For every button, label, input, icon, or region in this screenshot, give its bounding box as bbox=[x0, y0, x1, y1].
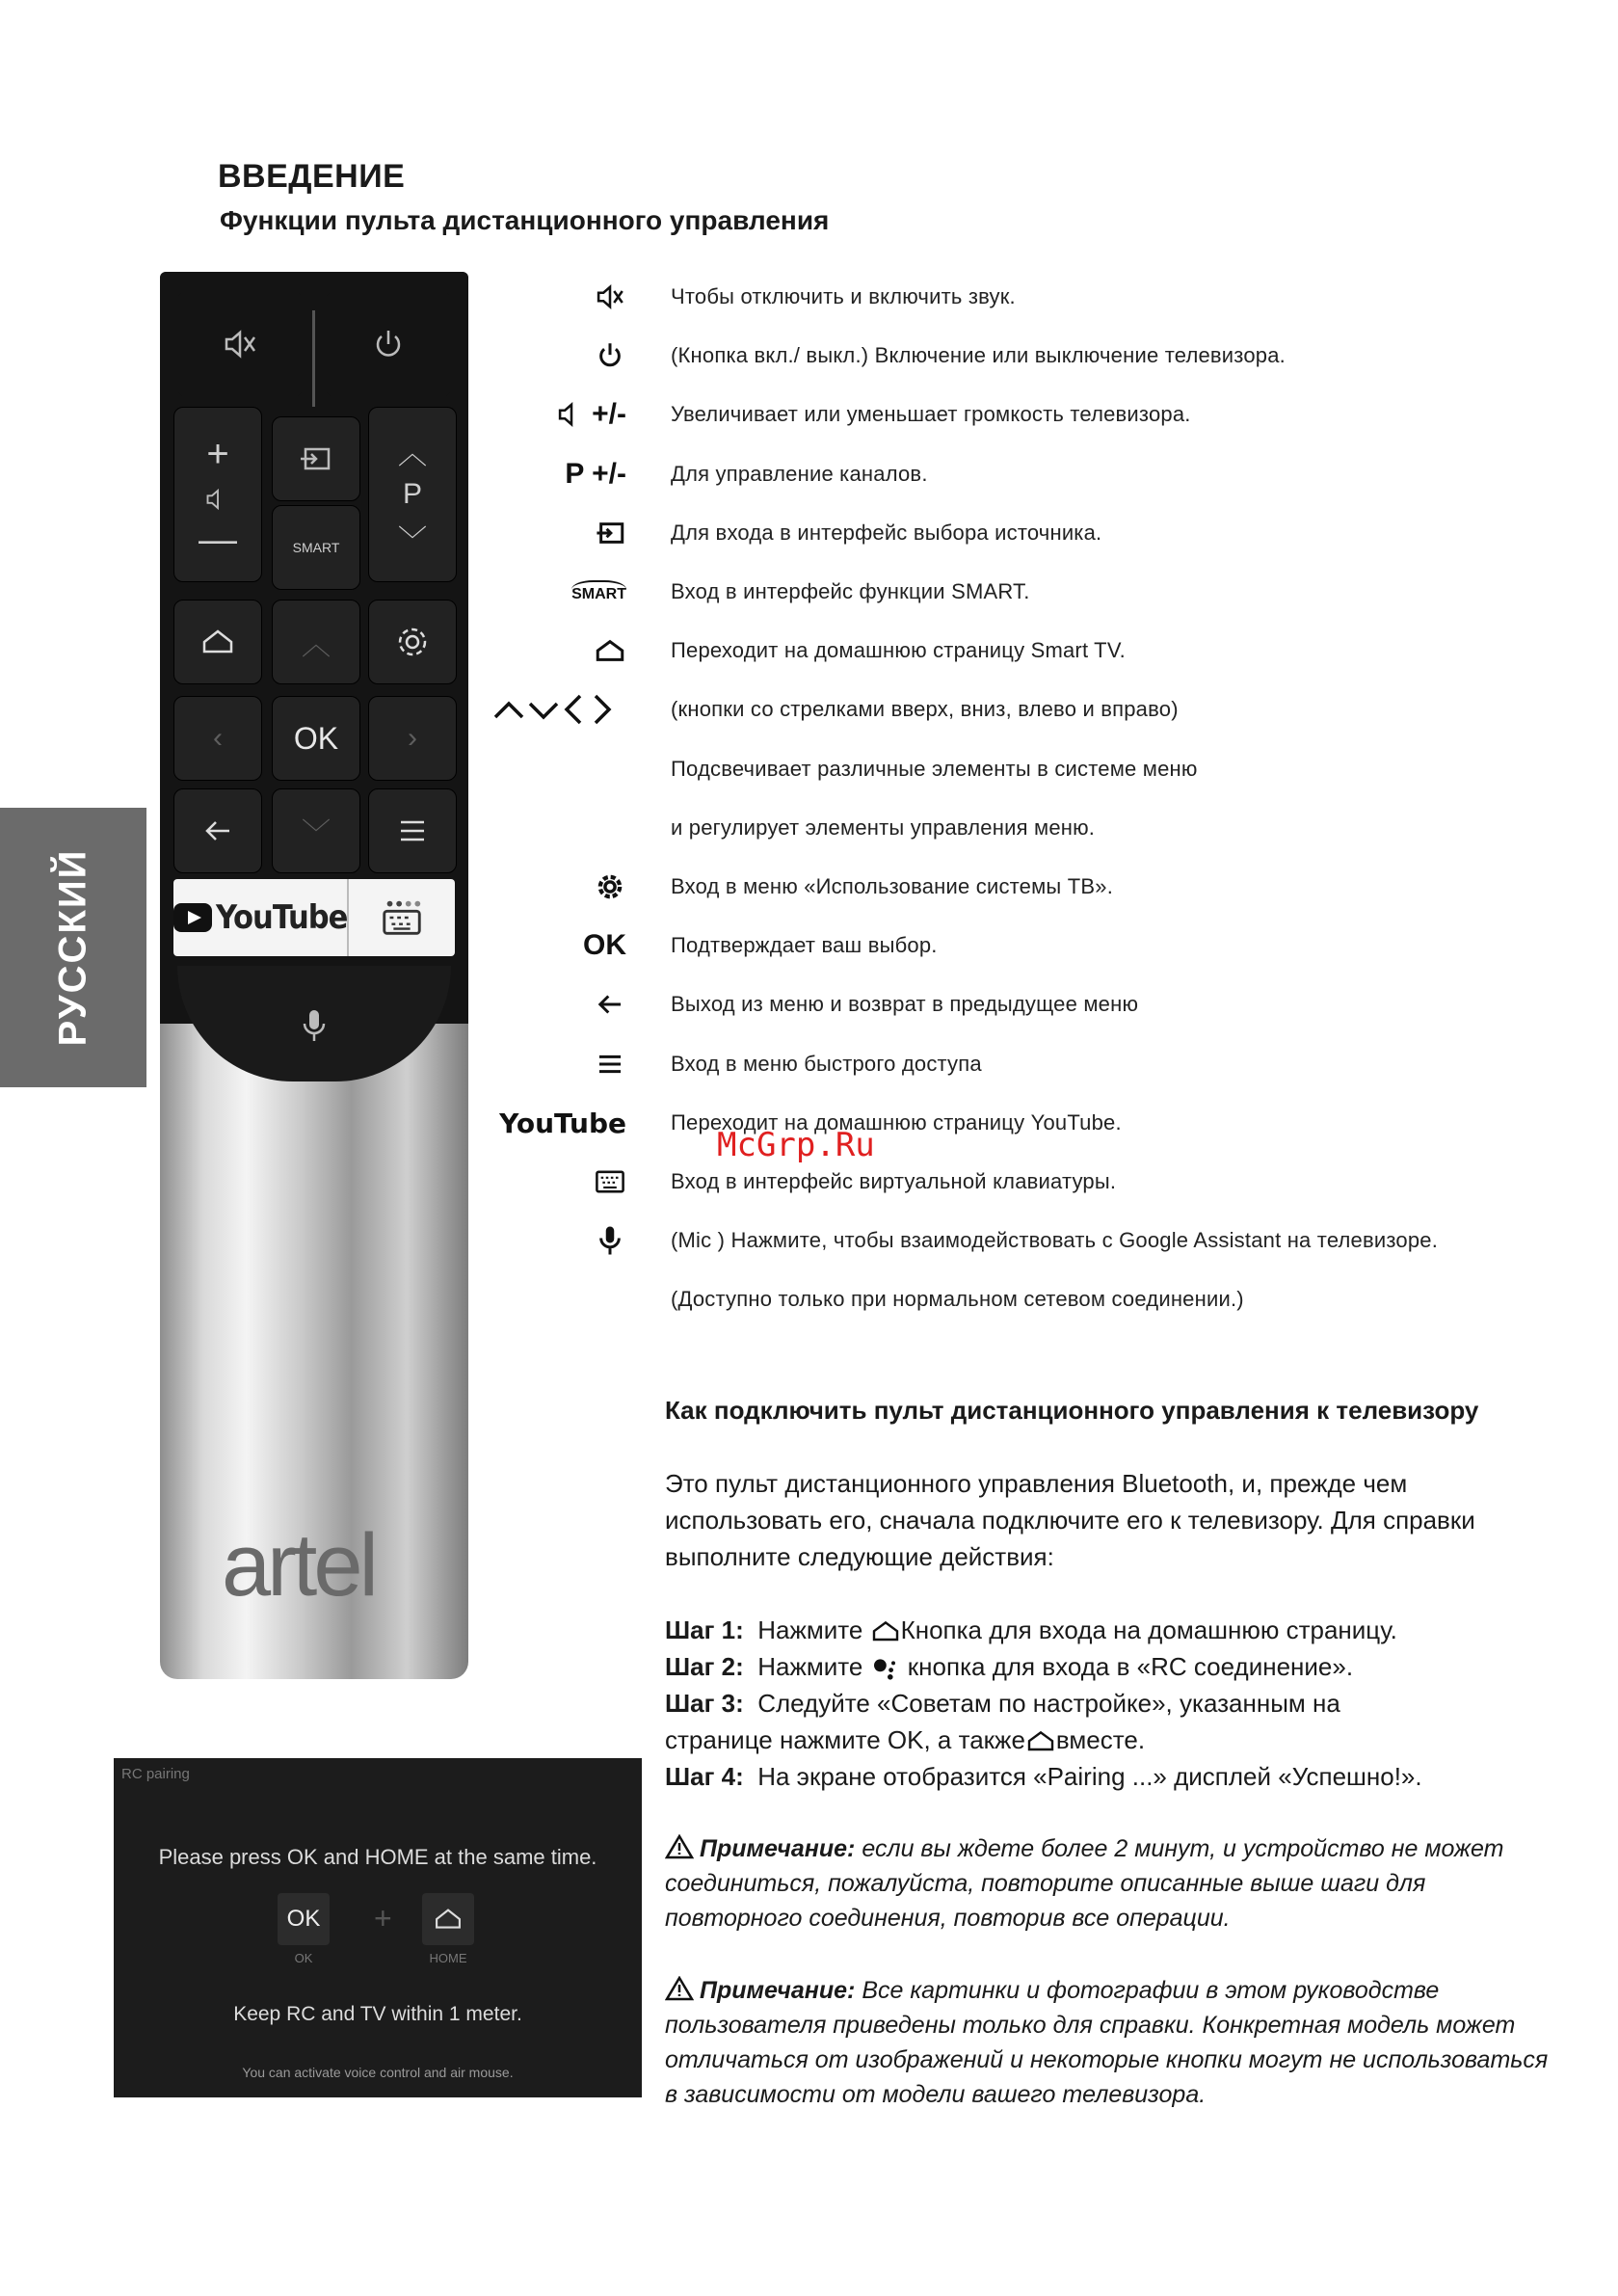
step-4 bbox=[665, 1758, 1571, 1795]
youtube-play-icon bbox=[173, 903, 212, 932]
feature-row bbox=[482, 568, 1590, 616]
chevron-up-icon: ︿ bbox=[398, 439, 427, 470]
step-1-label: Шаг 1: bbox=[665, 1615, 744, 1644]
remote-down-button: ﹀ bbox=[272, 788, 360, 873]
remote-up-button: ︿ bbox=[272, 600, 360, 684]
assistant-icon bbox=[870, 1653, 901, 1684]
mic-icon bbox=[295, 1004, 333, 1047]
menu-icon bbox=[594, 1048, 626, 1081]
feature-description: (кнопки со стрелками вверх, вниз, влево и вправо) bbox=[671, 697, 1179, 721]
feature-description: (Доступно только при нормальном сетевом соединении.) bbox=[671, 1287, 1244, 1311]
feature-description: Подтверждает ваш выбор. bbox=[671, 933, 938, 957]
feature-description: Вход в меню «Использование системы ТВ». bbox=[671, 874, 1114, 898]
remote-menu-button bbox=[368, 788, 457, 873]
remote-volume-rocker bbox=[173, 407, 262, 582]
remote-led-line bbox=[312, 310, 315, 407]
warning-icon bbox=[665, 1834, 694, 1859]
remote-right-button: › bbox=[368, 696, 457, 781]
feature-row bbox=[482, 980, 1590, 1028]
volume-plus-icon: + bbox=[206, 433, 229, 475]
power-icon bbox=[594, 339, 626, 372]
remote-ok-label: OK bbox=[293, 720, 339, 756]
language-tab bbox=[0, 808, 146, 1087]
keyboard-icon bbox=[594, 1165, 626, 1198]
step-3 bbox=[665, 1685, 1571, 1722]
pairing-footer: You can activate voice control and air mouse. bbox=[242, 2065, 514, 2080]
step-3-cont-pre: странице нажмите OK, а также bbox=[665, 1725, 1025, 1754]
feature-icon-cell bbox=[482, 921, 626, 970]
feature-icon-cell bbox=[482, 980, 626, 1028]
feature-icon-cell bbox=[482, 1040, 626, 1088]
chevron-down-icon: ﹀ bbox=[398, 525, 427, 557]
back-icon bbox=[199, 812, 237, 850]
feature-description: Переходит на домашнюю страницу Smart TV. bbox=[671, 638, 1126, 662]
remote-app-row bbox=[173, 879, 455, 956]
step-2-post: кнопка для входа в «RC соединение». bbox=[907, 1652, 1354, 1681]
feature-row bbox=[482, 1099, 1590, 1147]
home-icon bbox=[1025, 1726, 1056, 1757]
feature-row bbox=[482, 450, 1590, 498]
remote-youtube-button bbox=[173, 879, 349, 956]
pairing-home-key bbox=[422, 1893, 474, 1945]
brand-logo: artel bbox=[222, 1516, 375, 1615]
remote-power-button bbox=[326, 291, 451, 397]
note-1 bbox=[665, 1831, 1561, 1936]
remote-smart-label: SMART bbox=[292, 540, 340, 555]
warning-icon bbox=[665, 1976, 694, 2001]
gear-icon bbox=[393, 623, 432, 661]
source-icon bbox=[297, 440, 335, 478]
remote-left-button: ‹ bbox=[173, 696, 262, 781]
feature-label: OK bbox=[583, 929, 626, 961]
volume-icon bbox=[555, 398, 588, 431]
step-3-pre: Следуйте «Советам по настройке», указанным на bbox=[757, 1689, 1340, 1718]
feature-icon-cell bbox=[482, 332, 626, 380]
remote-illustration bbox=[160, 272, 468, 1679]
pairing-ok-key: OK bbox=[278, 1893, 330, 1945]
feature-row bbox=[482, 921, 1590, 970]
note-1-label: Примечание: bbox=[700, 1835, 856, 1862]
feature-description: Для входа в интерфейс выбора источника. bbox=[671, 521, 1102, 545]
volume-icon bbox=[203, 485, 232, 514]
feature-row bbox=[482, 685, 1590, 734]
feature-icon-cell bbox=[482, 627, 626, 675]
pairing-screen bbox=[114, 1758, 642, 2097]
feature-row bbox=[482, 804, 1590, 852]
watermark: McGrp.Ru bbox=[717, 1126, 875, 1164]
feature-icon-cell bbox=[482, 804, 626, 852]
remote-keyboard-button bbox=[349, 879, 455, 956]
feature-description: Переходит на домашнюю страницу YouTube. bbox=[671, 1110, 1122, 1135]
source-icon bbox=[594, 517, 626, 549]
feature-icon-cell bbox=[482, 1099, 626, 1147]
home-icon bbox=[199, 623, 237, 661]
feature-icon-cell bbox=[482, 390, 626, 439]
note-1-text: если вы ждете более 2 минут, и устройство не может соединиться, пожалуйста, повторите описанные выше шаги для повторного соединения, повторив все операции. bbox=[665, 1835, 1504, 1932]
gear-icon bbox=[594, 870, 626, 903]
home-icon bbox=[870, 1616, 901, 1647]
home-icon bbox=[594, 634, 626, 667]
step-1-pre: Нажмите bbox=[757, 1615, 863, 1644]
step-1-post: Кнопка для входа на домашнюю страницу. bbox=[900, 1615, 1397, 1644]
step-3-label: Шаг 3: bbox=[665, 1689, 744, 1718]
remote-p-label: P bbox=[402, 478, 422, 510]
feature-description: Чтобы отключить и включить звук. bbox=[671, 284, 1016, 308]
feature-row bbox=[482, 627, 1590, 675]
connect-title: Как подключить пульт дистанционного управления к телевизору bbox=[665, 1396, 1479, 1425]
mute-icon bbox=[221, 325, 259, 363]
note-2-text: Все картинки и фотографии в этом руководстве пользователя приведены только для справки. Конкретная модель может отличаться от изображений и некоторые кнопки могут не использоваться в зависимости от модели вашего телевизора. bbox=[665, 1977, 1549, 2108]
feature-description: и регулирует элементы управления меню. bbox=[671, 815, 1096, 840]
pairing-instruction: Please press OK and HOME at the same time. bbox=[158, 1845, 597, 1869]
feature-label: YouTube bbox=[499, 1107, 626, 1139]
pairing-keys bbox=[278, 1893, 490, 1965]
section-subtitle: Функции пульта дистанционного управления bbox=[220, 205, 830, 235]
power-icon bbox=[369, 325, 408, 363]
feature-icon-cell bbox=[482, 1275, 626, 1323]
step-3-cont-post: вместе. bbox=[1055, 1725, 1146, 1754]
menu-icon bbox=[393, 812, 432, 850]
feature-icon-cell bbox=[482, 745, 626, 793]
feature-row bbox=[482, 273, 1590, 321]
keyboard-icon bbox=[379, 898, 425, 937]
pairing-ok-label: OK bbox=[294, 1951, 313, 1965]
home-icon bbox=[432, 1903, 464, 1936]
feature-description: Вход в меню быстрого доступа bbox=[671, 1052, 982, 1076]
remote-smart-button bbox=[272, 505, 360, 590]
feature-label: +/- bbox=[592, 398, 626, 430]
feature-row bbox=[482, 332, 1590, 380]
pairing-distance-hint: Keep RC and TV within 1 meter. bbox=[233, 2003, 522, 2025]
remote-source-button bbox=[272, 416, 360, 501]
remote-ok-button bbox=[272, 696, 360, 781]
remote-youtube-label: YouTube bbox=[216, 898, 348, 937]
note-2-label: Примечание: bbox=[700, 1977, 856, 2004]
feature-icon-cell bbox=[482, 450, 626, 498]
feature-description: (Mic ) Нажмите, чтобы взаимодействовать с Google Assistant на телевизоре. bbox=[671, 1228, 1439, 1252]
remote-channel-rocker bbox=[368, 407, 457, 582]
step-4-pre: На экране отобразится «Pairing ...» дисплей «Успешно!». bbox=[757, 1762, 1422, 1791]
feature-description: Для управление каналов. bbox=[671, 462, 928, 486]
pairing-home-label: HOME bbox=[429, 1951, 467, 1965]
back-icon bbox=[594, 988, 626, 1021]
feature-description: Подсвечивает различные элементы в системе меню bbox=[671, 757, 1198, 781]
step-1 bbox=[665, 1612, 1571, 1648]
feature-description: Вход в интерфейс виртуальной клавиатуры. bbox=[671, 1169, 1117, 1193]
pairing-plus: + bbox=[374, 1901, 392, 1936]
mic-icon bbox=[594, 1224, 626, 1257]
feature-row bbox=[482, 863, 1590, 911]
step-2-pre: Нажмите bbox=[757, 1652, 863, 1681]
feature-row bbox=[482, 1158, 1590, 1206]
remote-home-button bbox=[173, 600, 262, 684]
step-2-label: Шаг 2: bbox=[665, 1652, 744, 1681]
feature-description: Вход в интерфейс функции SMART. bbox=[671, 579, 1030, 603]
feature-description: (Кнопка вкл./ выкл.) Включение или выключение телевизора. bbox=[671, 343, 1286, 367]
remote-back-button bbox=[173, 788, 262, 873]
feature-icon-cell bbox=[482, 685, 626, 734]
feature-icon-cell bbox=[482, 1158, 626, 1206]
connect-intro: Это пульт дистанционного управления Bluetooth, и, прежде чем использовать его, сначала подключите его к телевизору. Для справки выполните следующие действия: bbox=[665, 1469, 1475, 1571]
feature-row bbox=[482, 509, 1590, 557]
remote-mute-button bbox=[177, 291, 303, 397]
feature-description: Увеличивает или уменьшает громкость телевизора. bbox=[671, 402, 1191, 426]
feature-row bbox=[482, 745, 1590, 793]
feature-label: P +/- bbox=[565, 458, 626, 490]
note-2 bbox=[665, 1973, 1561, 2112]
feature-icon-cell bbox=[482, 1216, 626, 1265]
volume-minus-icon: — bbox=[199, 519, 237, 561]
step-3-continued bbox=[665, 1722, 1571, 1758]
language-tab-label: РУССКИЙ bbox=[51, 848, 94, 1047]
feature-icon-cell bbox=[482, 863, 626, 911]
step-4-label: Шаг 4: bbox=[665, 1762, 744, 1791]
feature-row bbox=[482, 390, 1590, 439]
pairing-title: RC pairing bbox=[121, 1766, 190, 1782]
feature-row bbox=[482, 1275, 1590, 1323]
remote-settings-button bbox=[368, 600, 457, 684]
step-2 bbox=[665, 1648, 1571, 1685]
feature-row bbox=[482, 1040, 1590, 1088]
feature-icon-cell bbox=[482, 509, 626, 557]
feature-row bbox=[482, 1216, 1590, 1265]
arrows-icon bbox=[491, 690, 626, 729]
page-title: ВВЕДЕНИЕ bbox=[218, 158, 406, 195]
feature-description: Выход из меню и возврат в предыдущее меню bbox=[671, 992, 1139, 1016]
mute-icon bbox=[594, 280, 626, 313]
feature-icon-cell bbox=[482, 568, 626, 616]
remote-button-panel bbox=[160, 272, 468, 1024]
smart-icon: SMART bbox=[571, 580, 626, 603]
feature-icon-cell bbox=[482, 273, 626, 321]
